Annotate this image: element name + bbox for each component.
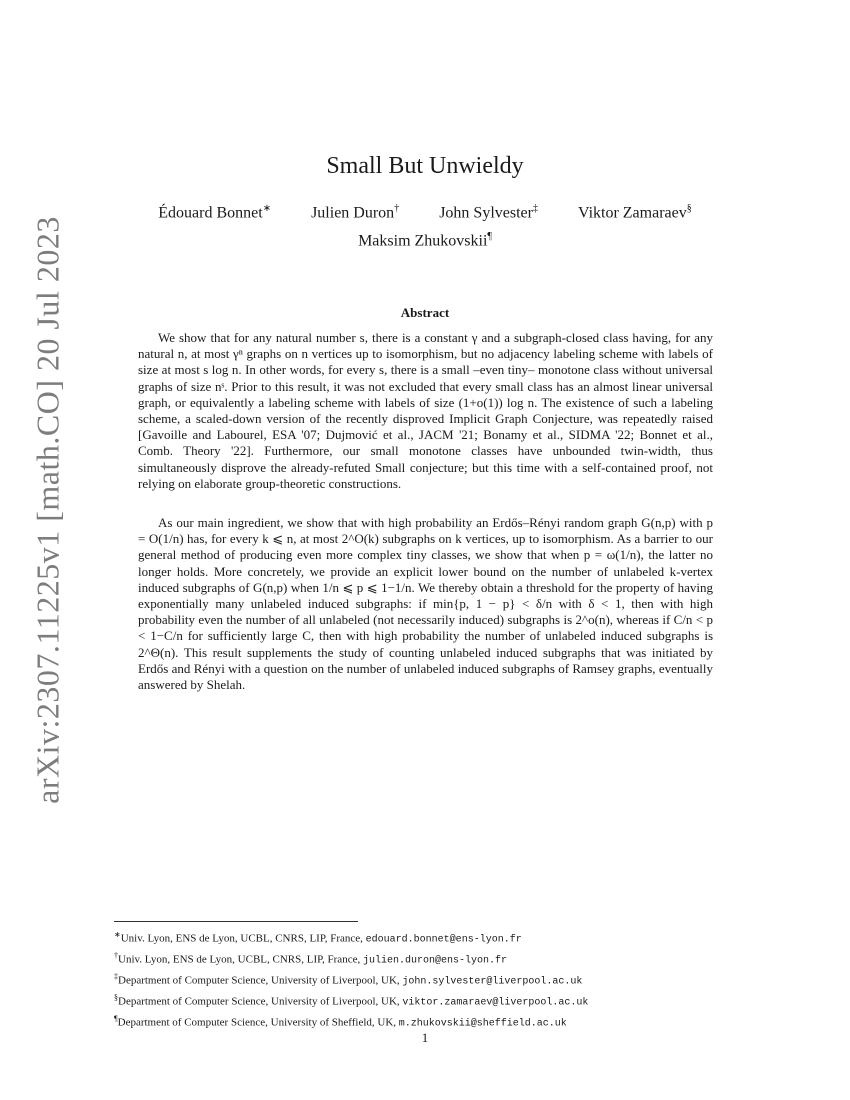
footnote-affiliation: Univ. Lyon, ENS de Lyon, UCBL, CNRS, LIP, France, — [120, 932, 366, 945]
footnote — [114, 948, 754, 969]
abstract-heading: Abstract — [400, 305, 450, 320]
footnote-affiliation: Univ. Lyon, ENS de Lyon, UCBL, CNRS, LIP, France, — [118, 953, 363, 966]
footnote-affiliation: Department of Computer Science, University of Sheffield, UK, — [117, 1016, 399, 1029]
arxiv-identifier-stamp: arXiv:2307.11225v1 [math.CO] 20 Jul 2023 — [29, 216, 66, 804]
author-email: julien.duron@ens-lyon.fr — [362, 955, 507, 967]
footnote-affiliation: Department of Computer Science, University of Liverpool, UK, — [118, 974, 403, 987]
author-email: m.zhukovskii@sheffield.ac.uk — [398, 1018, 567, 1030]
author — [578, 203, 692, 222]
footnote — [114, 990, 754, 1011]
author — [158, 203, 271, 222]
author-name: Viktor Zamaraev — [577, 204, 687, 222]
footnote — [114, 969, 754, 990]
author — [358, 231, 492, 250]
author-email: viktor.zamaraev@liverpool.ac.uk — [402, 997, 589, 1009]
footnote-affiliation: Department of Computer Science, University of Liverpool, UK, — [118, 995, 403, 1008]
footnote-mark: † — [114, 950, 118, 960]
author-email: john.sylvester@liverpool.ac.uk — [402, 976, 583, 988]
author-name: Julien Duron — [311, 204, 395, 222]
footnotes — [114, 927, 754, 1032]
author-footnote-mark: † — [394, 203, 400, 214]
author — [311, 203, 399, 222]
footnote — [114, 1011, 754, 1032]
author-email: edouard.bonnet@ens-lyon.fr — [365, 934, 522, 946]
author-footnote-mark: § — [686, 203, 692, 214]
author-footnote-mark: ¶ — [487, 231, 492, 242]
footnote-divider — [114, 921, 358, 922]
footnote-mark: ¶ — [114, 1013, 118, 1023]
paper-title: Small But Unwieldy — [326, 153, 524, 179]
author-footnote-mark: ∗ — [262, 203, 272, 214]
page-number: 1 — [421, 1030, 429, 1045]
footnote — [114, 927, 754, 948]
author — [439, 203, 538, 222]
author-list-continued — [0, 231, 850, 250]
footnote-mark: ‡ — [114, 971, 118, 981]
author-name: Maksim Zhukovskii — [358, 232, 488, 250]
abstract-paragraph: We show that for any natural number s, there is a constant γ and a subgraph-closed class having, for any natural n, at most γⁿ graphs on n vertices up to isomorphism, but no adjacency labeling scheme with labels of size at most s log n. In other words, for every s, there is a small –even tiny– monotone class without universal graphs of size nˢ. Prior to this result, it was not excluded that every small class has an almost linear universal graph, or equivalently a labeling scheme with labels of size (1+o(1)) log n. The existence of such a labeling scheme, a scaled-down version of the recently disproved Implicit Graph Conjecture, was repeatedly raised [Gavoille and Labourel, ESA '07; Dujmović et al., JACM '21; Bonamy et al., SIDMA '22; Bonnet et al., Comb. Theory '22]. Furthermore, our small monotone classes have unbounded twin-width, thus simultaneously disprove the already-refuted Small conjecture; but this time with a self-contained proof, not relying on elaborate group-theoretic constructions. — [138, 330, 713, 491]
author-footnote-mark: ‡ — [532, 203, 538, 214]
abstract-paragraph: As our main ingredient, we show that with high probability an Erdős–Rényi random graph G(n,p) with p = O(1/n) has, for every k ⩽ n, at most 2^O(k) subgraphs on k vertices, up to isomorphism. As a barrier to our general method of producing even more complex tiny classes, we show that when p = ω(1/n), the latter no longer holds. More concretely, we provide an explicit lower bound on the number of unlabeled k-vertex induced subgraphs of G(n,p) when 1/n ⩽ p ⩽ 1−1/n. We thereby obtain a threshold for the property of having exponentially many unlabeled induced subgraphs: if min{p, 1 − p} < δ/n with δ < 1, then with high probability even the number of all unlabeled (not necessarily induced) subgraphs is 2^o(n), whereas if C/n < p < 1−C/n for sufficiently large C, then with high probability the number of unlabeled induced subgraphs is 2^Θ(n). This result supplements the study of counting unlabeled induced subgraphs that was initiated by Erdős and Rényi with a question on the number of unlabeled induced subgraphs of Ramsey graphs, eventually answered by Shelah. — [138, 515, 713, 693]
author-name: Édouard Bonnet — [158, 204, 263, 222]
footnote-mark: § — [114, 992, 118, 1002]
footnote-mark: ∗ — [114, 930, 121, 939]
author-list — [0, 203, 850, 222]
author-name: John Sylvester — [439, 204, 533, 222]
